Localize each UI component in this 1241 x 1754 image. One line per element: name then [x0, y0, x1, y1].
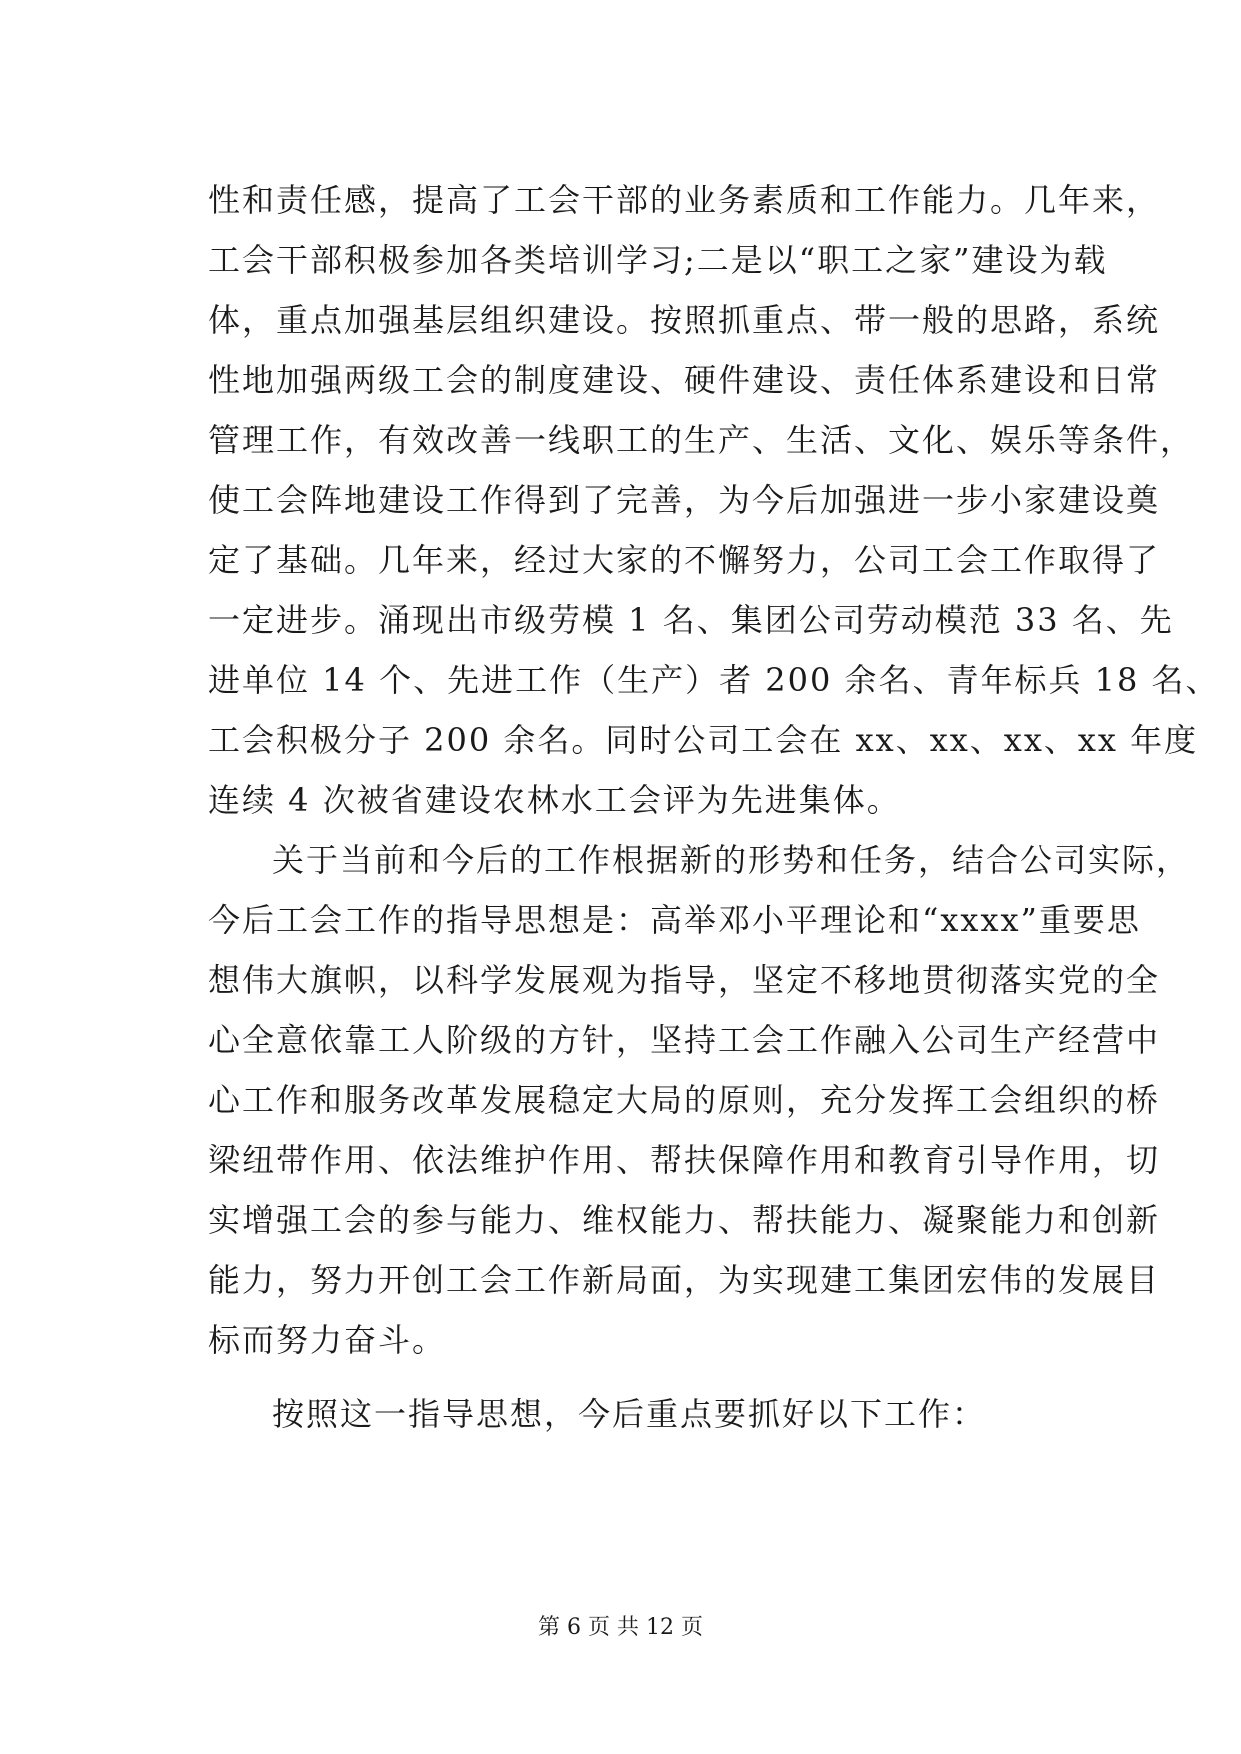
text-line: 想伟大旗帜，以科学发展观为指导，坚定不移地贯彻落实党的全 — [208, 961, 1161, 999]
text-line: 标而努力奋斗。 — [208, 1321, 447, 1359]
text-line: 定了基础。几年来，经过大家的不懈努力，公司工会工作取得了 — [208, 541, 1161, 579]
text-line: 体，重点加强基层组织建设。按照抓重点、带一般的思路，系统 — [208, 301, 1161, 339]
text-line: 能力，努力开创工会工作新局面，为实现建工集团宏伟的发展目 — [208, 1261, 1161, 1299]
text-line: 使工会阵地建设工作得到了完善，为今后加强进一步小家建设奠 — [208, 481, 1161, 519]
paragraph-achievements — [208, 170, 1220, 830]
text-line: 性地加强两级工会的制度建设、硬件建设、责任体系建设和日常 — [208, 361, 1161, 399]
paragraph-gap — [208, 1370, 1088, 1384]
paragraph-guiding-ideology — [208, 830, 1191, 1370]
text-line: 心工作和服务改革发展稳定大局的原则，充分发挥工会组织的桥 — [208, 1081, 1161, 1119]
text-line: 实增强工会的参与能力、维权能力、帮扶能力、凝聚能力和创新 — [208, 1201, 1161, 1239]
text-line: 性和责任感，提高了工会干部的业务素质和工作能力。几年来， — [208, 181, 1161, 219]
body-text — [208, 170, 1220, 1444]
text-line: 工会干部积极参加各类培训学习;二是以“职工之家”建设为载 — [208, 241, 1108, 279]
text-line: 一定进步。涌现出市级劳模 1 名、集团公司劳动模范 33 名、先 — [208, 601, 1174, 639]
text-line: 连续 4 次被省建设农林水工会评为先进集体。 — [208, 781, 901, 819]
text-line: 关于当前和今后的工作根据新的形势和任务，结合公司实际， — [272, 841, 1191, 879]
text-line: 工会积极分子 200 余名。同时公司工会在 xx、xx、xx、xx 年度 — [208, 721, 1199, 759]
text-line: 管理工作，有效改善一线职工的生产、生活、文化、娱乐等条件， — [208, 421, 1195, 459]
page-number-footer: 第 6 页 共 12 页 — [538, 1615, 703, 1640]
paragraph-key-tasks — [208, 1384, 1088, 1444]
text-line: 今后工会工作的指导思想是：高举邓小平理论和“xxxx”重要思 — [208, 901, 1141, 939]
text-line: 进单位 14 个、先进工作（生产）者 200 余名、青年标兵 18 名、 — [208, 661, 1220, 699]
text-line: 按照这一指导思想，今后重点要抓好以下工作： — [272, 1395, 987, 1433]
text-line: 梁纽带作用、依法维护作用、帮扶保障作用和教育引导作用，切 — [208, 1141, 1161, 1179]
text-line: 心全意依靠工人阶级的方针，坚持工会工作融入公司生产经营中 — [208, 1021, 1161, 1059]
